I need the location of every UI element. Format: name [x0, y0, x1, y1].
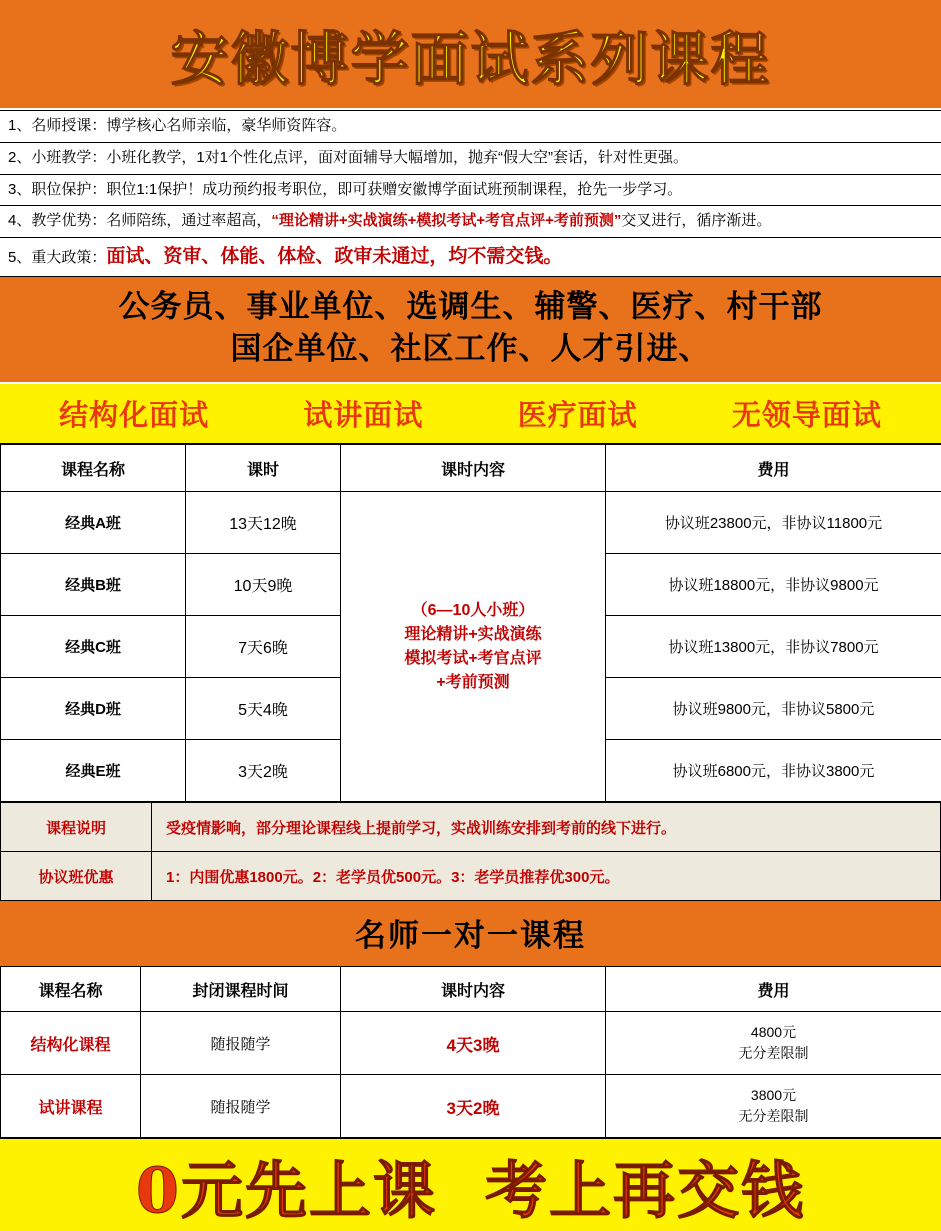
content-line-3: 模拟考试+考官点评: [345, 647, 601, 671]
course-fee: 协议班13800元，非协议7800元: [606, 616, 941, 678]
note-label: 协议班优惠: [1, 852, 152, 901]
course-hours: 4天3晚: [341, 1012, 606, 1075]
feature-text: 博学核心名师亲临，豪华师资阵容。: [106, 117, 346, 134]
course-fee: [606, 1075, 941, 1138]
title-banner: [0, 0, 941, 110]
col-header-content: 课时内容: [341, 967, 606, 1012]
feature-text-before: 名师陪练，通过率超高，: [106, 212, 271, 229]
one-on-one-table: [0, 966, 941, 1138]
col-header-hours: 课时: [186, 445, 341, 492]
feature-policy-text: 面试、资审、体能、体检、政审未通过，均不需交钱。: [106, 246, 562, 267]
content-line-2: 理论精讲+实战演练: [345, 623, 601, 647]
table-row: [1, 1012, 941, 1075]
feature-row-major-policy: [0, 238, 941, 277]
note-text: 受疫情影响，部分理论课程线上提前学习，实战训练安排到考前的线下进行。: [152, 803, 941, 852]
course-name: 经典E班: [1, 740, 186, 802]
feature-row-position-protect: [0, 175, 941, 207]
course-name: 试讲课程: [1, 1075, 141, 1138]
fee-condition: 无分差限制: [610, 1106, 937, 1127]
course-hours: 7天6晚: [186, 616, 341, 678]
interview-types-band: [0, 384, 941, 444]
course-name: 经典D班: [1, 678, 186, 740]
categories-line-2: 国企单位、社区工作、人才引进、: [0, 329, 941, 371]
col-header-course-name: 课程名称: [1, 445, 186, 492]
course-hours: 13天12晚: [186, 492, 341, 554]
feature-text: 职位1:1保护！成功预约报考职位，即可获赠安徽博学面试班预制课程，抢先一步学习。: [106, 181, 682, 198]
col-header-course-name: 课程名称: [1, 967, 141, 1012]
feature-prefix: 5、重大政策：: [8, 249, 106, 266]
features-list: [0, 110, 941, 277]
course-hours: 10天9晚: [186, 554, 341, 616]
course-fee: [606, 1012, 941, 1075]
slogan-left: 0元先上课: [136, 1141, 437, 1230]
categories-band: [0, 277, 941, 385]
note-row-course-description: [1, 803, 941, 852]
notes-table: [0, 802, 941, 901]
interview-type-medical: 医疗面试: [518, 393, 638, 434]
feature-row-teachers: [0, 111, 941, 143]
one-on-one-heading: 名师一对一课程: [0, 910, 941, 955]
course-fee: 协议班6800元，非协议3800元: [606, 740, 941, 802]
table-header-row: [1, 967, 941, 1012]
note-label: 课程说明: [1, 803, 152, 852]
feature-highlight: “理论精讲+实战演练+模拟考试+考官点评+考前预测”: [271, 212, 621, 229]
course-content-cell: [341, 492, 606, 802]
course-hours: 3天2晚: [341, 1075, 606, 1138]
interview-type-trial-lecture: 试讲面试: [303, 393, 423, 434]
feature-row-small-class: [0, 143, 941, 175]
feature-prefix: 1、名师授课：: [8, 117, 106, 134]
col-header-fee: 费用: [606, 445, 941, 492]
course-name: 经典C班: [1, 616, 186, 678]
table-row: [1, 492, 941, 554]
content-line-4: +考前预测: [345, 671, 601, 695]
feature-prefix: 2、小班教学：: [8, 149, 106, 166]
interview-type-leaderless: 无领导面试: [732, 393, 882, 434]
fee-condition: 无分差限制: [610, 1043, 937, 1064]
table-header-row: [1, 445, 941, 492]
course-fee: 协议班18800元，非协议9800元: [606, 554, 941, 616]
course-name: 结构化课程: [1, 1012, 141, 1075]
fee-amount: 4800元: [610, 1022, 937, 1043]
fee-amount: 3800元: [610, 1085, 937, 1106]
feature-text-after: 交叉进行，循序渐进。: [621, 212, 771, 229]
course-hours: 5天4晚: [186, 678, 341, 740]
table-row: [1, 1075, 941, 1138]
col-header-closed-time: 封闭课程时间: [141, 967, 341, 1012]
course-time: 随报随学: [141, 1075, 341, 1138]
one-on-one-heading-band: [0, 901, 941, 966]
course-fee: 协议班23800元，非协议11800元: [606, 492, 941, 554]
course-name: 经典A班: [1, 492, 186, 554]
note-text: 1：内围优惠1800元。2：老学员优500元。3：老学员推荐优300元。: [152, 852, 941, 901]
feature-text: 小班化教学，1对1个性化点评，面对面辅导大幅增加，抛弃“假大空”套话，针对性更强。: [106, 149, 688, 166]
course-fee: 协议班9800元，非协议5800元: [606, 678, 941, 740]
note-row-agreement-discount: [1, 852, 941, 901]
course-hours: 3天2晚: [186, 740, 341, 802]
categories-line-1: 公务员、事业单位、选调生、辅警、医疗、村干部: [0, 287, 941, 329]
col-header-fee: 费用: [606, 967, 941, 1012]
course-name: 经典B班: [1, 554, 186, 616]
bottom-slogan-band: [0, 1138, 941, 1231]
col-header-content: 课时内容: [341, 445, 606, 492]
feature-row-teaching-advantage: [0, 206, 941, 238]
feature-prefix: 4、教学优势：: [8, 212, 106, 229]
page-title: 安徽博学面试系列课程: [170, 12, 770, 96]
course-time: 随报随学: [141, 1012, 341, 1075]
interview-type-structured: 结构化面试: [59, 393, 209, 434]
content-line-1: （6—10人小班）: [345, 599, 601, 623]
feature-prefix: 3、职位保护：: [8, 181, 106, 198]
main-course-table: [0, 444, 941, 802]
slogan-right: 考上再交钱: [485, 1141, 805, 1230]
